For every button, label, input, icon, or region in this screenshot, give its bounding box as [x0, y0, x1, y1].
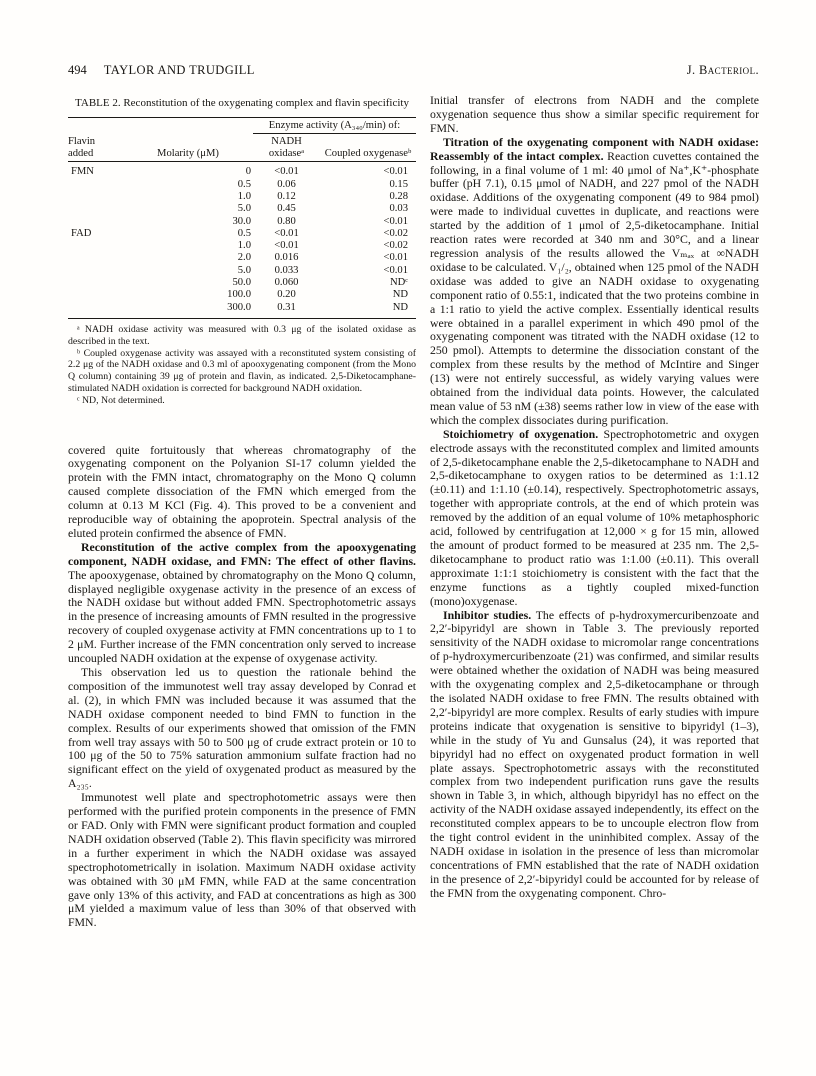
table-row: [68, 191, 416, 203]
section-lead: Inhibitor studies.: [443, 607, 532, 622]
paragraph: [430, 136, 759, 428]
table-row: [68, 289, 416, 301]
cell-nadh: 0.016: [274, 252, 299, 264]
table-row: [68, 179, 416, 191]
right-column: [430, 94, 759, 901]
cell-molarity: 0.5: [237, 227, 251, 239]
running-title: TAYLOR AND TRUDGILL: [103, 63, 255, 77]
left-column-text: [68, 444, 416, 931]
cell-flavin: [68, 203, 123, 215]
paragraph: [68, 541, 416, 666]
cell-flavin: [68, 302, 123, 319]
cell-flavin: FAD: [71, 227, 92, 239]
cell-nadh: 0.31: [277, 301, 296, 313]
table-row: [68, 277, 416, 289]
section-lead: Titration of the oxygenating component with NADH oxidase: Reassembly of the intact complex.: [430, 134, 759, 163]
paragraph: This observation led us to question the rationale behind the composition of the immunotest well tray assay developed by Conrad et al. (2), in which FMN was included because it was assumed that the NADH oxidase component needed to bind FMN to function in the complex. Results of our experiments showed that omission of the FMN from well tray assays with 50 to 500 μg of crude extract protein or 10 to 100 μg of the 50 to 75% saturation ammonium sulfate fraction had no significant effect on the yield of oxygenated product as measured by the A₂₃₅.: [68, 665, 416, 791]
table-row: [68, 228, 416, 240]
cell-flavin: [68, 289, 123, 301]
table-row: [68, 302, 416, 319]
cell-nadh: 0.06: [277, 178, 296, 190]
cell-molarity: 1.0: [237, 190, 251, 202]
col-header-molarity: Molarity (μM): [157, 147, 219, 159]
cell-coupled: <0.01: [383, 252, 408, 264]
cell-flavin: [68, 265, 123, 277]
cell-molarity: 1.0: [237, 240, 251, 252]
cell-flavin: [68, 240, 123, 252]
cell-molarity: 300.0: [227, 301, 251, 313]
cell-nadh: 0.45: [277, 203, 296, 215]
cell-coupled: NDᶜ: [389, 277, 408, 289]
cell-nadh: 0.80: [277, 215, 296, 227]
table-2-header: [68, 117, 416, 162]
journal-name: J. Bacteriol.: [686, 63, 759, 77]
cell-nadh: 0.20: [277, 289, 296, 301]
table-row: [68, 203, 416, 215]
cell-flavin: [68, 191, 123, 203]
table-2-block: [68, 95, 416, 407]
col-header-enzyme-activity: Enzyme activity (A₃₄₀/min) of:: [253, 117, 416, 134]
paragraph-text: The effects of p-hydroxymercuribenzoate and 2,2′-bipyridyl are shown in Table 3. The previously reported sensitivity of the NADH oxidase to micromolar range concentrations of p-hydroxymercuribenzoate (21) was confirmed, and similar results were obtained whether the oxidation of NADH was being measured with the oxygenating complex and 2,5-diketocamphane or through the isolated NADH oxidase to free FMN. The results obtained with 2,2′-bipyridyl are more complex. Results of early studies with impure proteins indicate that oxygenation is sensitive to bipyridyl (1–3), while in the study of Yu and Gunsalus (24), it was reported that bipyridyl had no effect on oxygenated product formation in well plate assays. Spectrophotometric assays with the reconstituted complex from two independent purification runs gave the results shown in Table 3, in which, although bipyridyl has no effect on the activity of the NADH oxidase assayed independently, its effect on the reconstituted complex appears to be to uncouple electron flow from the tight control evident in the uninhibited complex. Assay of the NADH oxidase in isolation in the presence of less than micromolar concentrations of FMN established that the rate of NADH oxidation in the presence of 2,2′-bipyridyl could be accounted for by release of the FMN from the oxygenating component. Chro-: [430, 607, 759, 900]
cell-coupled: 0.15: [389, 178, 408, 190]
cell-coupled: 0.28: [389, 190, 408, 202]
cell-flavin: FMN: [71, 166, 94, 178]
table-2-title: TABLE 2. Reconstitution of the oxygenating complex and flavin specificity: [75, 97, 409, 109]
cell-molarity: 5.0: [237, 264, 251, 276]
paragraph-text: The apooxygenase, obtained by chromatography on the Mono Q column, displayed negligible oxygenase activity in the presence of an excess of the NADH oxidase but without added FMN. Spectrophotometric assays in the presence of increasing amounts of FMN resulted in the progressive recovery of coupled oxygenase activity at FMN concentrations up to 1 to 2 μM. Further increase of the FMN concentration only served to increase uncoupled NADH oxidation at the expense of oxygenase activity.: [68, 567, 416, 666]
cell-nadh: 0.12: [277, 190, 296, 202]
section-lead: Reconstitution of the active complex from the apooxygenating component, NADH oxidase, and FMN: The effect of other flavins.: [68, 539, 416, 568]
footnote-b: ᵇ Coupled oxygenase activity was assayed with a reconstituted system consisting of 2.2 μg of the NADH oxidase and 0.3 ml of apooxygenating component (from the Mono Q column) containing 39 μg of protein and flavin, as indicated. 2,5-Diketocamphane-stimulated NADH oxidation is corrected for background NADH oxidation.: [68, 347, 416, 394]
cell-molarity: 5.0: [237, 203, 251, 215]
col-header-coupled-oxygenase: Coupled oxygenaseᵇ: [324, 147, 412, 159]
paragraph: [430, 609, 759, 901]
table-2-footnotes: [68, 324, 416, 407]
cell-coupled: <0.01: [383, 215, 408, 227]
paragraph: [430, 428, 759, 609]
table-row: [68, 240, 416, 252]
page-number: 494: [68, 63, 87, 77]
footnote-a: ᵃ NADH oxidase activity was measured with 0.3 μg of the isolated oxidase as described in the text.: [68, 323, 416, 347]
left-column: [68, 95, 416, 930]
cell-molarity: 0.5: [237, 178, 251, 190]
cell-molarity: 2.0: [237, 252, 251, 264]
table-2: [68, 117, 416, 319]
section-lead: Stoichiometry of oxygenation.: [443, 426, 599, 441]
cell-molarity: 50.0: [232, 277, 251, 289]
paragraph: Immunotest well plate and spectrophotometric assays were then performed with the purified protein components in the presence of FMN or FAD. Only with FMN were significant product formation and coupled NADH oxidation observed (Table 2). This flavin specificity was mirrored in a further experiment in which the NADH oxidase was assayed spectrophotometrically in isolation. Maximum NADH oxidase activity was obtained with 30 μM FMN, while FAD at the same concentration gave only 13% of this activity, and FAD at concentrations as high as 300 μM yielded a maximum value of less than 30% of that observed with FMN.: [68, 790, 416, 930]
cell-molarity: 30.0: [232, 215, 251, 227]
cell-coupled: ND: [392, 289, 408, 301]
cell-nadh: 0.033: [274, 264, 299, 276]
paragraph-text: Spectrophotometric and oxygen electrode assays with the reconstituted complex and limited amounts of 2,5-diketocamphane enable the 2,5-diketocamphane to NADH and 2,5-diketocamphane to oxygen ratios to be determined as 1:1.12 (±0.11) and 1:1.10 (±0.14), respectively. Spectrophotometric assays, together with appropriate controls, at the end of which protein was removed by the addition of an equal volume of 10% metaphosphoric acid, followed by centrifugation at 12,000 × g for 15 min, allowed the amount of product formed to be measured at 235 nm. The 2,5-diketocamphane to product ratio was 1:1.00 (±0.11). This overall approximate 1:1:1 stoichiometry is consistent with the fact that the enzyme functions as a tightly coupled mixed-function (mono)oxygenase.: [430, 426, 759, 608]
cell-nadh: <0.01: [274, 166, 299, 178]
footnote-c: ᶜ ND, Not determined.: [77, 394, 165, 406]
col-header-flavin: Flavin added: [68, 136, 96, 159]
cell-flavin: [68, 179, 123, 191]
cell-coupled: ND: [392, 301, 408, 313]
cell-flavin: [68, 216, 123, 228]
cell-flavin: [68, 252, 123, 264]
cell-coupled: <0.01: [383, 264, 408, 276]
cell-nadh: <0.01: [274, 227, 299, 239]
cell-flavin: [68, 277, 123, 289]
paragraph-continuation: Initial transfer of electrons from NADH and the complete oxygenation sequence thus show a similar specific requirement for FMN.: [430, 93, 759, 135]
col-header-nadh-oxidase: NADH oxidaseᵃ: [268, 136, 305, 159]
cell-molarity: 100.0: [227, 289, 251, 301]
cell-coupled: <0.01: [383, 166, 408, 178]
paragraph-text: Reaction cuvettes contained the following, in a final volume of 1 ml: 40 μmol of Na⁺,K⁺-phosphate buffer (pH 7.1), 0.15 μmol of NADH, and 227 pmol of the NADH oxidase. Additions of the oxygenating component (49 to 984 pmol) were made to individual cuvettes in duplicate, and reactions were started by the addition of 1 μmol of 2,5-diketocamphane. Initial reaction rates were recorded at 340 nm and 30°C, and a linear regression analysis of the results allowed the Vₘₐₓ at ∞NADH oxidase to be calculated. V₁/₂, obtained when 125 pmol of the NADH oxidase was added to give an NADH oxidase to oxygenating component ratio of 0.55:1, indicated that the two proteins combine in a 1:1 ratio to yield the active complex. Essentially identical results were obtained in a parallel experiment in which 490 pmol of the oxygenating component was titrated with the NADH oxidase (12 to 250 pmol). Attempts to determine the dissociation constant of the complex from these results by the method of McIntire and Singer (13) were not entirely successful, as widely varying values were obtained from the individual data points. However, the calculated mean value of 53 nM (±38) seems rather low in view of the ease with which the complex dissociates during purification.: [430, 148, 759, 427]
table-row: [68, 252, 416, 264]
paragraph-continuation: covered quite fortuitously that whereas chromatography of the oxygenating component on the Polyanion SI-17 column yielded the protein with the FMN intact, chromatography on the Mono Q column caused complete dissociation of the FMN which emerged from the column at 0.13 M KCl (Fig. 4). This proved to be a convenient and reproducible way of obtaining the apoprotein. Spectral analysis of the eluted protein confirmed the absence of FMN.: [68, 442, 416, 540]
cell-coupled: <0.02: [383, 227, 408, 239]
cell-nadh: 0.060: [274, 277, 299, 289]
table-row: [68, 162, 416, 179]
cell-coupled: <0.02: [383, 240, 408, 252]
right-column-text: [430, 94, 759, 901]
cell-nadh: <0.01: [274, 240, 299, 252]
cell-coupled: 0.03: [389, 203, 408, 215]
cell-molarity: 0: [245, 166, 251, 178]
table-row: [68, 265, 416, 277]
table-row: [68, 216, 416, 228]
running-head: [68, 63, 759, 78]
